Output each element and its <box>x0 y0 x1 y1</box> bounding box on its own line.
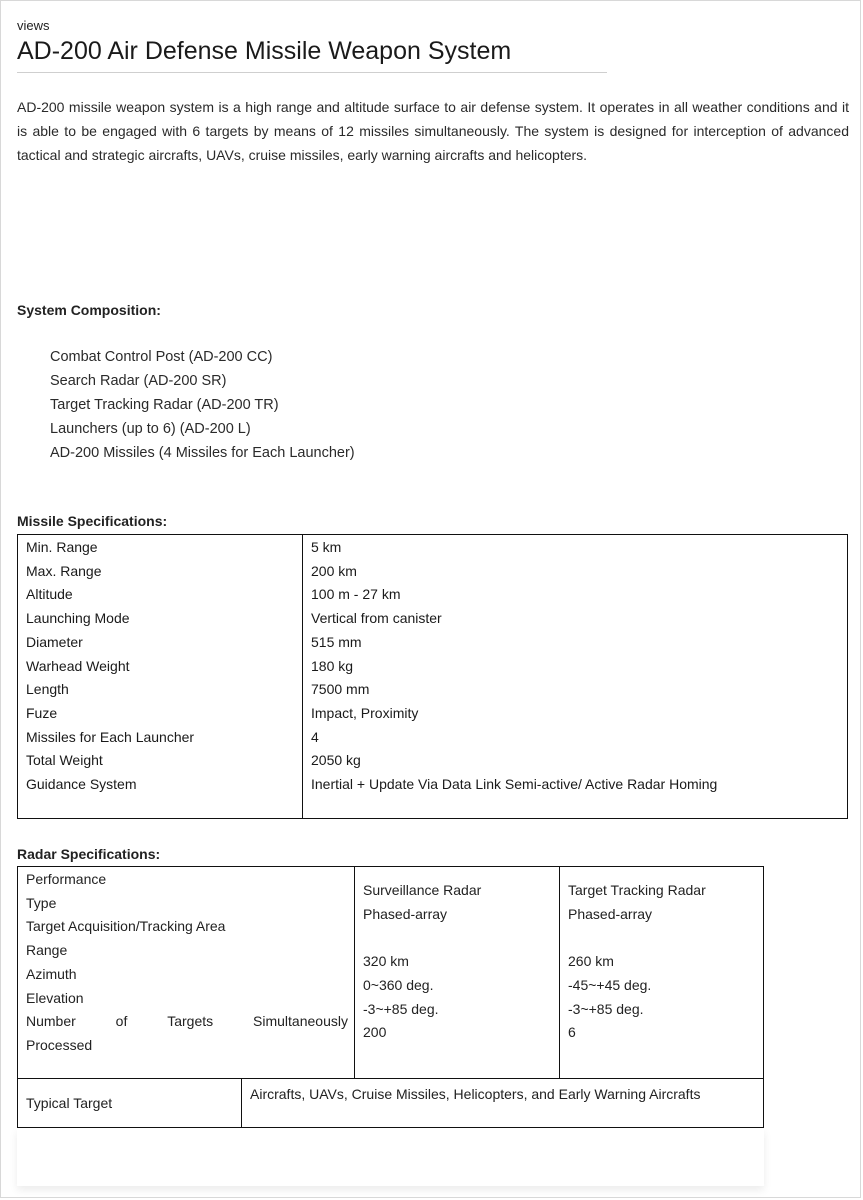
spec-value: 100 m - 27 km <box>311 586 401 603</box>
radar-labels-cell <box>18 867 355 1078</box>
radar-targets: 200 <box>363 1024 387 1041</box>
missile-specifications-heading: Missile Specifications: <box>17 513 168 529</box>
radar-spec-table <box>17 866 764 1128</box>
spec-value: 2050 kg <box>311 752 361 769</box>
radar-name: Target Tracking Radar <box>568 882 706 898</box>
list-item: Combat Control Post (AD-200 CC) <box>50 349 273 365</box>
radar-label: Number of Targets Simultaneously <box>26 1013 348 1030</box>
radar-elevation: -3~+85 deg. <box>363 1000 439 1017</box>
typical-target-row <box>18 1079 763 1127</box>
radar-label: Performance <box>26 871 107 887</box>
radar-name: Surveillance Radar <box>363 882 482 898</box>
list-item: Launchers (up to 6) (AD-200 L) <box>50 421 251 437</box>
radar-label: Type <box>26 894 57 911</box>
radar-type: Phased-array <box>363 905 448 922</box>
spec-label: Total Weight <box>26 752 103 769</box>
missile-spec-table <box>17 534 848 819</box>
spec-label: Altitude <box>26 586 73 603</box>
spec-label: Max. Range <box>26 562 102 579</box>
spec-value: 180 kg <box>311 657 354 674</box>
list-item: Target Tracking Radar (AD-200 TR) <box>50 397 279 413</box>
spec-label: Length <box>26 681 69 698</box>
missile-values-cell <box>303 535 848 819</box>
surveillance-radar-cell <box>355 867 560 1078</box>
spec-label: Guidance System <box>26 776 137 793</box>
list-item: AD-200 Missiles (4 Missiles for Each Launcher) <box>50 445 355 461</box>
radar-label: Processed <box>26 1036 93 1053</box>
radar-elevation: -3~+85 deg. <box>568 1000 644 1017</box>
radar-specifications-heading: Radar Specifications: <box>17 846 161 862</box>
radar-range: 260 km <box>568 953 614 970</box>
page-bottom-panel <box>17 1128 764 1186</box>
radar-spec-row <box>18 867 763 1079</box>
spec-value: Inertial + Update Via Data Link Semi-active/ Active Radar Homing <box>311 776 718 793</box>
spec-label: Diameter <box>26 633 83 650</box>
typical-target-value: Aircrafts, UAVs, Cruise Missiles, Helicopters, and Early Warning Aircrafts <box>250 1086 701 1102</box>
list-item: Search Radar (AD-200 SR) <box>50 373 227 389</box>
radar-azimuth: -45~+45 deg. <box>568 976 652 993</box>
page-title: AD-200 Air Defense Missile Weapon System <box>17 37 607 73</box>
intro-paragraph: AD-200 missile weapon system is a high range and altitude surface to air defense system. It operates in all weather conditions and it is able to be engaged with 6 targets by means of 12 missiles simultaneously. The system is designed for interception of advanced tactical and strategic aircrafts, UAVs, cruise missiles, early warning aircrafts and helicopters. <box>17 99 849 163</box>
radar-azimuth: 0~360 deg. <box>363 976 434 993</box>
radar-type: Phased-array <box>568 905 653 922</box>
spec-value: Impact, Proximity <box>311 704 419 721</box>
radar-label: Target Acquisition/Tracking Area <box>26 918 226 935</box>
views-label: views <box>17 18 50 33</box>
spec-value: 5 km <box>311 539 342 555</box>
typical-target-label: Typical Target <box>18 1079 242 1127</box>
radar-targets: 6 <box>568 1024 576 1041</box>
composition-list <box>50 345 355 465</box>
spec-value: 7500 mm <box>311 681 370 698</box>
spec-label: Launching Mode <box>26 610 130 627</box>
radar-range: 320 km <box>363 953 409 970</box>
spec-value: 515 mm <box>311 633 362 650</box>
spec-label: Missiles for Each Launcher <box>26 728 195 745</box>
radar-label: Range <box>26 942 68 959</box>
tracking-radar-cell <box>560 867 763 1078</box>
missile-labels-cell <box>18 535 303 819</box>
spec-value: 200 km <box>311 562 357 579</box>
radar-label: Azimuth <box>26 965 77 982</box>
radar-label: Elevation <box>26 989 84 1006</box>
spec-label: Min. Range <box>26 539 98 555</box>
spec-value: 4 <box>311 728 319 745</box>
spec-label: Fuze <box>26 704 58 721</box>
system-composition-heading: System Composition: <box>17 302 161 318</box>
spec-label: Warhead Weight <box>26 657 130 674</box>
spec-value: Vertical from canister <box>311 610 442 627</box>
